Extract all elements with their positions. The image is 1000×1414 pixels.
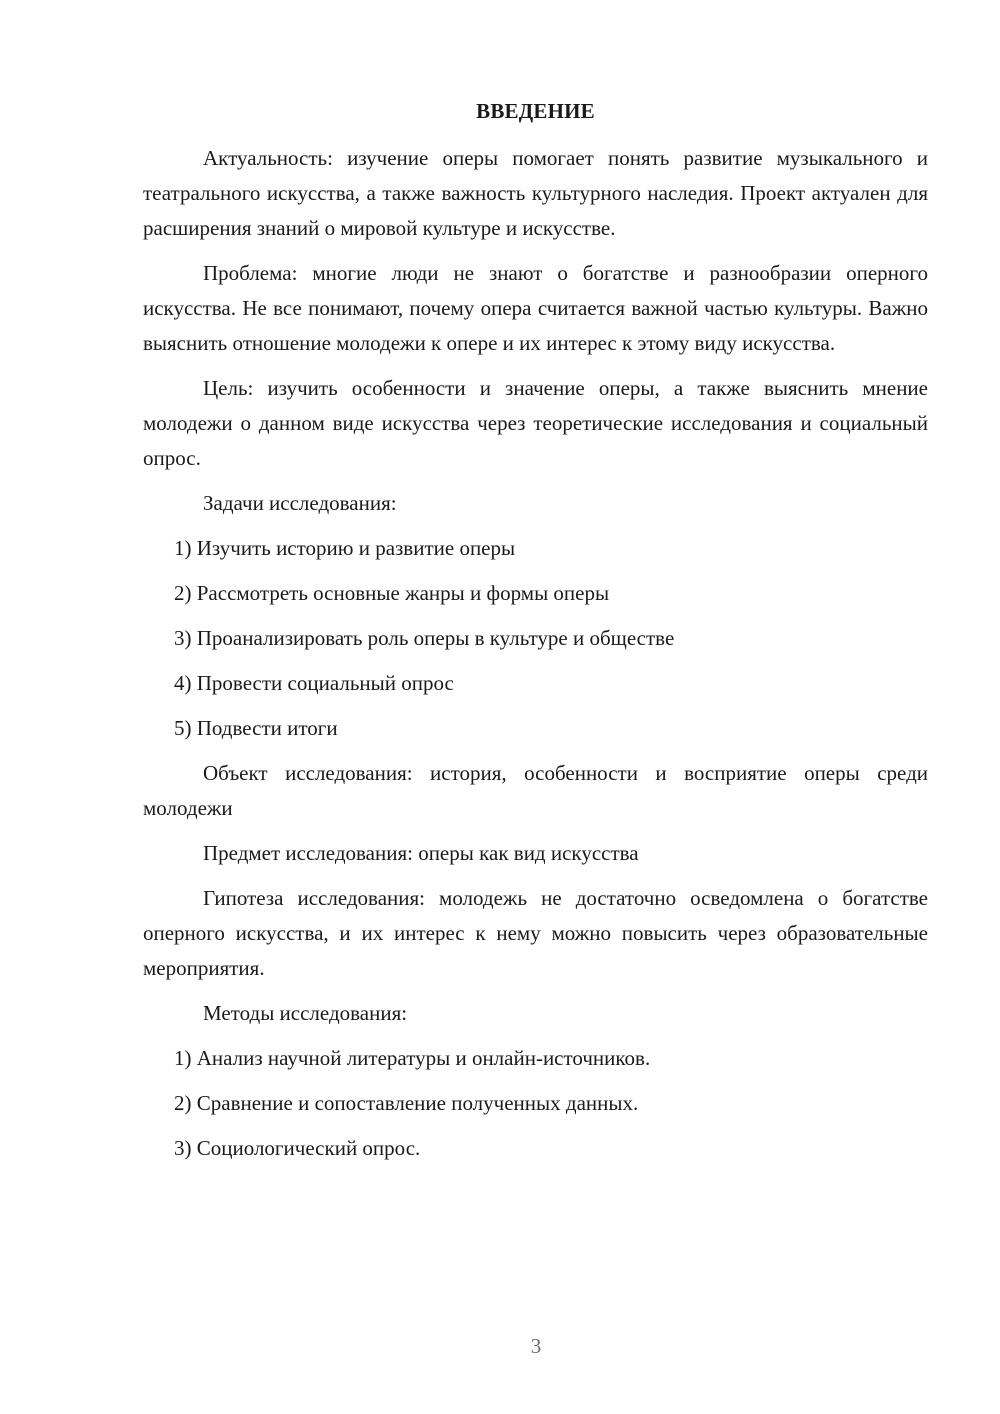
list-item: 2) Рассмотреть основные жанры и формы оперы [174, 581, 610, 605]
list-item: 1) Анализ научной литературы и онлайн-источников. [174, 1046, 651, 1070]
list-item: 3) Проанализировать роль оперы в культуре и обществе [174, 626, 675, 650]
paragraph-hypothesis: Гипотеза исследования: молодежь не достаточно осведомлена о богатстве оперного искусства, и их интерес к нему можно повысить через образовательные мероприятия. [143, 886, 928, 980]
tasks-list [143, 531, 928, 746]
paragraph-object: Объект исследования: история, особенности и восприятие оперы среди молодежи [143, 761, 928, 820]
paragraph-goal: Цель: изучить особенности и значение оперы, а также выяснить мнение молодежи о данном виде искусства через теоретические исследования и социальный опрос. [143, 376, 928, 470]
tasks-title: Задачи исследования: [203, 491, 397, 515]
page-number: 3 [530, 1334, 542, 1358]
paragraph-relevance: Актуальность: изучение оперы помогает понять развитие музыкального и театрального искусства, а также важность культурного наследия. Проект актуален для расширения знаний о мировой культуре и искусстве. [143, 146, 928, 240]
document-page [143, 96, 928, 1176]
paragraph-subject: Предмет исследования: оперы как вид искусства [203, 841, 639, 865]
list-item: 4) Провести социальный опрос [174, 671, 454, 695]
list-item: 2) Сравнение и сопоставление полученных данных. [174, 1091, 639, 1115]
methods-list [143, 1041, 928, 1166]
list-item: 3) Социологический опрос. [174, 1136, 421, 1160]
methods-title: Методы исследования: [203, 1001, 408, 1025]
section-heading: ВВЕДЕНИЕ [476, 99, 595, 123]
list-item: 1) Изучить историю и развитие оперы [174, 536, 516, 560]
paragraph-problem: Проблема: многие люди не знают о богатстве и разнообразии оперного искусства. Не все понимают, почему опера считается важной частью культуры. Важно выяснить отношение молодежи к опере и их интерес к этому виду искусства. [143, 261, 928, 355]
list-item: 5) Подвести итоги [174, 716, 338, 740]
